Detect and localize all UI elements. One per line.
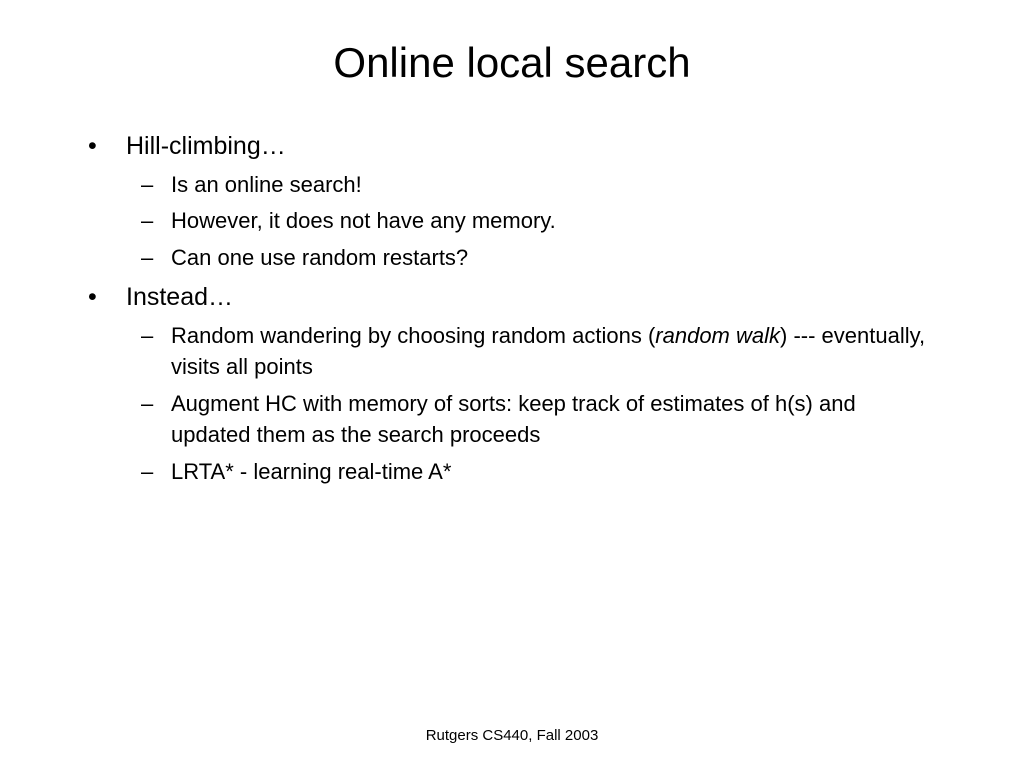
dash-mark: – — [141, 323, 154, 348]
bullet-text: Instead… — [126, 283, 234, 311]
dash-mark: – — [141, 459, 154, 484]
slide-footer: Rutgers CS440, Fall 2003 — [425, 727, 599, 744]
sub-bullet-text: LRTA* - learning real-time A* — [171, 459, 452, 484]
sub-bullet-text-part: ) --- eventually, visits all points — [171, 323, 926, 379]
bullet-text: Hill-climbing… — [126, 132, 286, 160]
bullet-mark: • — [88, 132, 97, 160]
sub-bullet-text: Is an online search! — [171, 172, 362, 197]
sub-bullet-text: Augment HC with memory of sorts: keep track of estimates of h(s) and updated them as the search proceeds — [171, 391, 856, 447]
dash-mark: – — [141, 172, 154, 197]
slide-title: Online local search — [333, 39, 691, 86]
italic-term: random walk — [655, 323, 780, 348]
sub-bullet-text — [171, 320, 941, 382]
dash-mark: – — [141, 208, 154, 233]
sub-bullet-text-part: Random wandering by choosing random actions ( — [171, 323, 656, 348]
sub-bullet-text: However, it does not have any memory. — [171, 208, 556, 233]
bullet-mark: • — [88, 283, 97, 311]
dash-mark: – — [141, 391, 154, 416]
dash-mark: – — [141, 245, 154, 270]
sub-bullet-text: Can one use random restarts? — [171, 245, 469, 270]
